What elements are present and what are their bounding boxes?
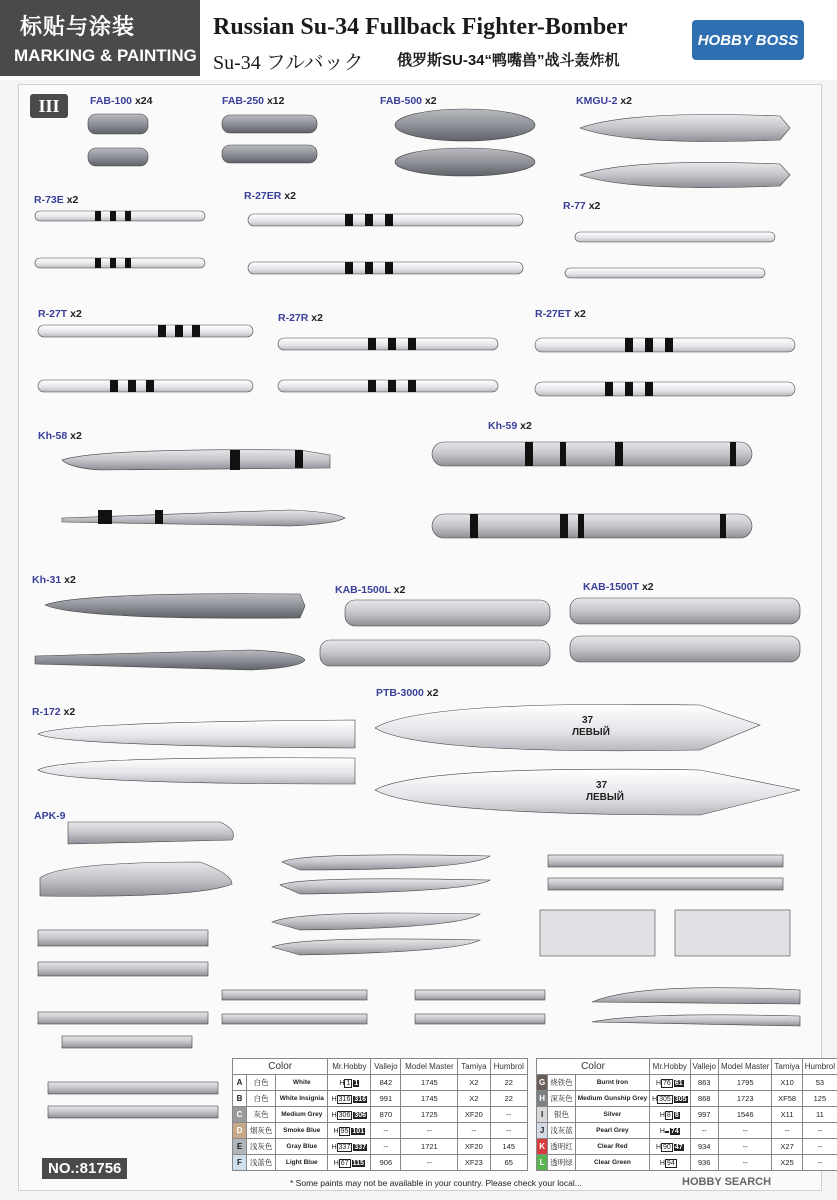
- col-modelmaster: Model Master: [401, 1059, 458, 1075]
- table-row: C 灰色 Medium Grey H 306 306 870 1725 XF20 --: [233, 1107, 528, 1123]
- col-humbrol: Humbrol: [802, 1059, 837, 1075]
- tank-word-1: ЛЕВЫЙ: [572, 727, 610, 738]
- col-color: Color: [233, 1059, 328, 1075]
- col-vallejo: Vallejo: [371, 1059, 401, 1075]
- weapon-label-kh58: Kh-58 x2: [38, 430, 82, 442]
- weapon-label-r27r: R-27R x2: [278, 312, 323, 324]
- section-number: III: [30, 94, 68, 118]
- col-modelmaster: Model Master: [718, 1059, 771, 1075]
- weapon-label-r27et: R-27ET x2: [535, 308, 586, 320]
- paint-footnote: * Some paints may not be available in your country. Please check your local...: [290, 1178, 582, 1188]
- weapon-label-r77: R-77 x2: [563, 200, 601, 212]
- weapon-label-r73e: R-73E x2: [34, 194, 79, 206]
- table-row: B 白色 White Insignia H 316 316 991 1745 X2 22: [233, 1091, 528, 1107]
- color-table-left: [232, 1058, 528, 1171]
- header-en-title: MARKING & PAINTING: [14, 46, 197, 65]
- color-table-right: [536, 1058, 837, 1171]
- col-mrhobby: Mr.Hobby: [650, 1059, 690, 1075]
- weapon-label-fab500: FAB-500 x2: [380, 95, 437, 107]
- brand-logo: HOBBY BOSS: [692, 20, 804, 60]
- page-title: Russian Su-34 Fullback Fighter-Bomber: [213, 14, 628, 40]
- col-vallejo: Vallejo: [690, 1059, 718, 1075]
- tank-word-2: ЛЕВЫЙ: [586, 792, 624, 803]
- col-tamiya: Tamiya: [458, 1059, 490, 1075]
- weapon-label-kh31: Kh-31 x2: [32, 574, 76, 586]
- col-tamiya: Tamiya: [772, 1059, 802, 1075]
- jp-subtitle: Su-34 フルバック: [213, 52, 364, 74]
- weapon-label-apk9: APK-9: [34, 810, 66, 822]
- watermark: HOBBY SEARCH: [682, 1176, 772, 1188]
- table-row: L 透明绿 Clear Green H 94 936 -- X25 --: [537, 1155, 837, 1171]
- weapon-label-kab1500t: KAB-1500T x2: [583, 581, 654, 593]
- weapon-label-kmgu2: KMGU-2 x2: [576, 95, 633, 107]
- col-color: Color: [537, 1059, 650, 1075]
- col-mrhobby: Mr.Hobby: [328, 1059, 371, 1075]
- col-humbrol: Humbrol: [490, 1059, 527, 1075]
- table-row: J 浅灰蓝 Pearl Grey H 74 -- -- -- --: [537, 1123, 837, 1139]
- tank-number-1: 37: [582, 715, 594, 726]
- table-row: F 浅蓝色 Light Blue H 67 115 906 -- XF23 65: [233, 1155, 528, 1171]
- weapon-label-kab1500l: KAB-1500L x2: [335, 584, 406, 596]
- header-cn-title: 标贴与涂装: [20, 14, 136, 39]
- weapon-label-r172: R-172 x2: [32, 706, 76, 718]
- cn-subtitle: 俄罗斯SU-34“鸭嘴兽”战斗轰炸机: [397, 52, 620, 69]
- weapon-label-r27er: R-27ER x2: [244, 190, 296, 202]
- weapon-label-ptb3000: PTB-3000 x2: [376, 687, 439, 699]
- weapon-label-fab100: FAB-100 x24: [90, 95, 153, 107]
- table-row: G 烧铁色 Burnt Iron H 76 61 863 1795 X10 53: [537, 1075, 837, 1091]
- table-row: D 烟灰色 Smoke Blue H 95 101 -- -- -- --: [233, 1123, 528, 1139]
- kit-code: NO.:81756: [42, 1158, 127, 1179]
- table-row: E 浅灰色 Gray Blue H 337 337 -- 1721 XF20 145: [233, 1139, 528, 1155]
- weapon-label-r27t: R-27T x2: [38, 308, 82, 320]
- table-row: A 白色 White H 1 1 842 1745 X2 22: [233, 1075, 528, 1091]
- weapon-label-fab250: FAB-250 x12: [222, 95, 285, 107]
- table-row: H 深灰色 Medium Gunship Grey H 305 305 868 1723 XF58 125: [537, 1091, 837, 1107]
- tank-number-2: 37: [596, 780, 608, 791]
- weapon-label-kh59: Kh-59 x2: [488, 420, 532, 432]
- table-row: K 透明红 Clear Red H 90 47 934 -- X27 --: [537, 1139, 837, 1155]
- table-row: I 银色 Silver H 8 8 997 1546 X11 11: [537, 1107, 837, 1123]
